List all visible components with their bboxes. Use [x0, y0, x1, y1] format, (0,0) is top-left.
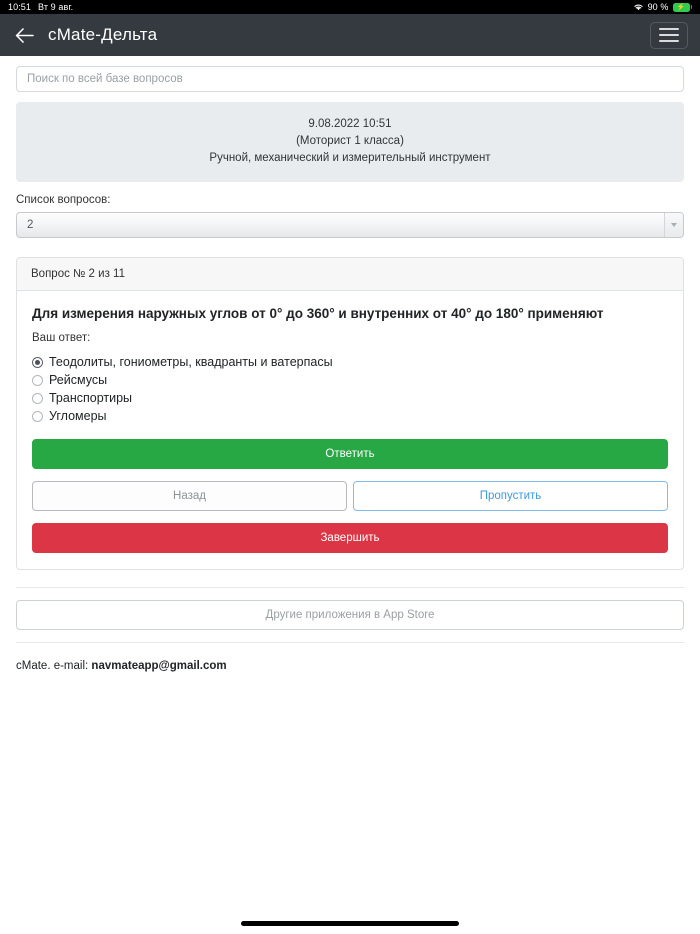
- page-content: [0, 56, 700, 672]
- question-card-body: [17, 291, 683, 569]
- answer-option-label: Транспортиры: [49, 391, 133, 405]
- other-apps-appstore-button[interactable]: Другие приложения в App Store: [16, 600, 684, 630]
- back-button[interactable]: [10, 21, 38, 49]
- session-category: (Моторист 1 класса): [296, 135, 404, 147]
- search-input[interactable]: [16, 66, 684, 92]
- back-question-button[interactable]: Назад: [32, 481, 347, 511]
- footer-contact-prefix: cMate. e-mail:: [16, 660, 92, 672]
- chevron-down-icon: [664, 213, 683, 237]
- status-bar-left: [8, 0, 73, 14]
- question-list-selected-value: 2: [27, 219, 34, 231]
- ios-status-bar: [0, 0, 700, 14]
- battery-percent-label: 90 %: [647, 2, 669, 12]
- answer-option[interactable]: [32, 371, 668, 389]
- question-counter: Вопрос № 2 из 11: [17, 258, 683, 291]
- your-answer-label: Ваш ответ:: [32, 332, 91, 344]
- session-topic: Ручной, механический и измерительный инструмент: [209, 152, 491, 164]
- answer-option-label: Рейсмусы: [49, 373, 108, 387]
- answer-option[interactable]: [32, 353, 668, 371]
- answer-option[interactable]: [32, 407, 668, 425]
- answer-option-label: Угломеры: [49, 409, 107, 423]
- wifi-icon: [633, 3, 644, 11]
- status-bar-date: Вт 9 авг.: [38, 2, 74, 12]
- radio-button[interactable]: [32, 393, 43, 404]
- radio-button-selected[interactable]: [32, 357, 43, 368]
- answer-option[interactable]: [32, 389, 668, 407]
- session-info-panel: [16, 102, 684, 182]
- hamburger-menu-icon: [659, 28, 679, 30]
- navigation-button-row: [32, 481, 668, 511]
- status-bar-time: 10:51: [8, 2, 32, 12]
- finish-button[interactable]: Завершить: [32, 523, 668, 553]
- footer-divider-top: [16, 587, 684, 588]
- answer-options-list: [32, 353, 668, 425]
- footer-email: navmateapp@gmail.com: [91, 660, 227, 672]
- radio-button[interactable]: [32, 375, 43, 386]
- question-card: [16, 257, 684, 570]
- status-bar-right: [633, 0, 692, 14]
- app-title: cMate-Дельта: [48, 25, 158, 44]
- battery-charging-icon: ⚡: [673, 3, 693, 12]
- hamburger-menu-button[interactable]: [650, 22, 688, 49]
- question-list-label: Список вопросов:: [16, 194, 111, 206]
- skip-question-button[interactable]: Пропустить: [353, 481, 668, 511]
- session-datetime: 9.08.2022 10:51: [308, 118, 392, 130]
- answer-option-label: Теодолиты, гониометры, квадранты и ватерпасы: [49, 355, 333, 369]
- app-header-bar: [0, 14, 700, 56]
- question-list-select[interactable]: [16, 212, 684, 238]
- radio-button[interactable]: [32, 411, 43, 422]
- question-text: Для измерения наружных углов от 0° до 360° и внутренних от 40° до 180° применяют: [32, 306, 604, 321]
- footer-divider-bottom: [16, 642, 684, 643]
- footer-contact-note: [16, 660, 684, 672]
- home-indicator: [241, 921, 459, 926]
- hamburger-menu-icon: [659, 40, 679, 42]
- answer-button[interactable]: Ответить: [32, 439, 668, 469]
- hamburger-menu-icon: [659, 34, 679, 36]
